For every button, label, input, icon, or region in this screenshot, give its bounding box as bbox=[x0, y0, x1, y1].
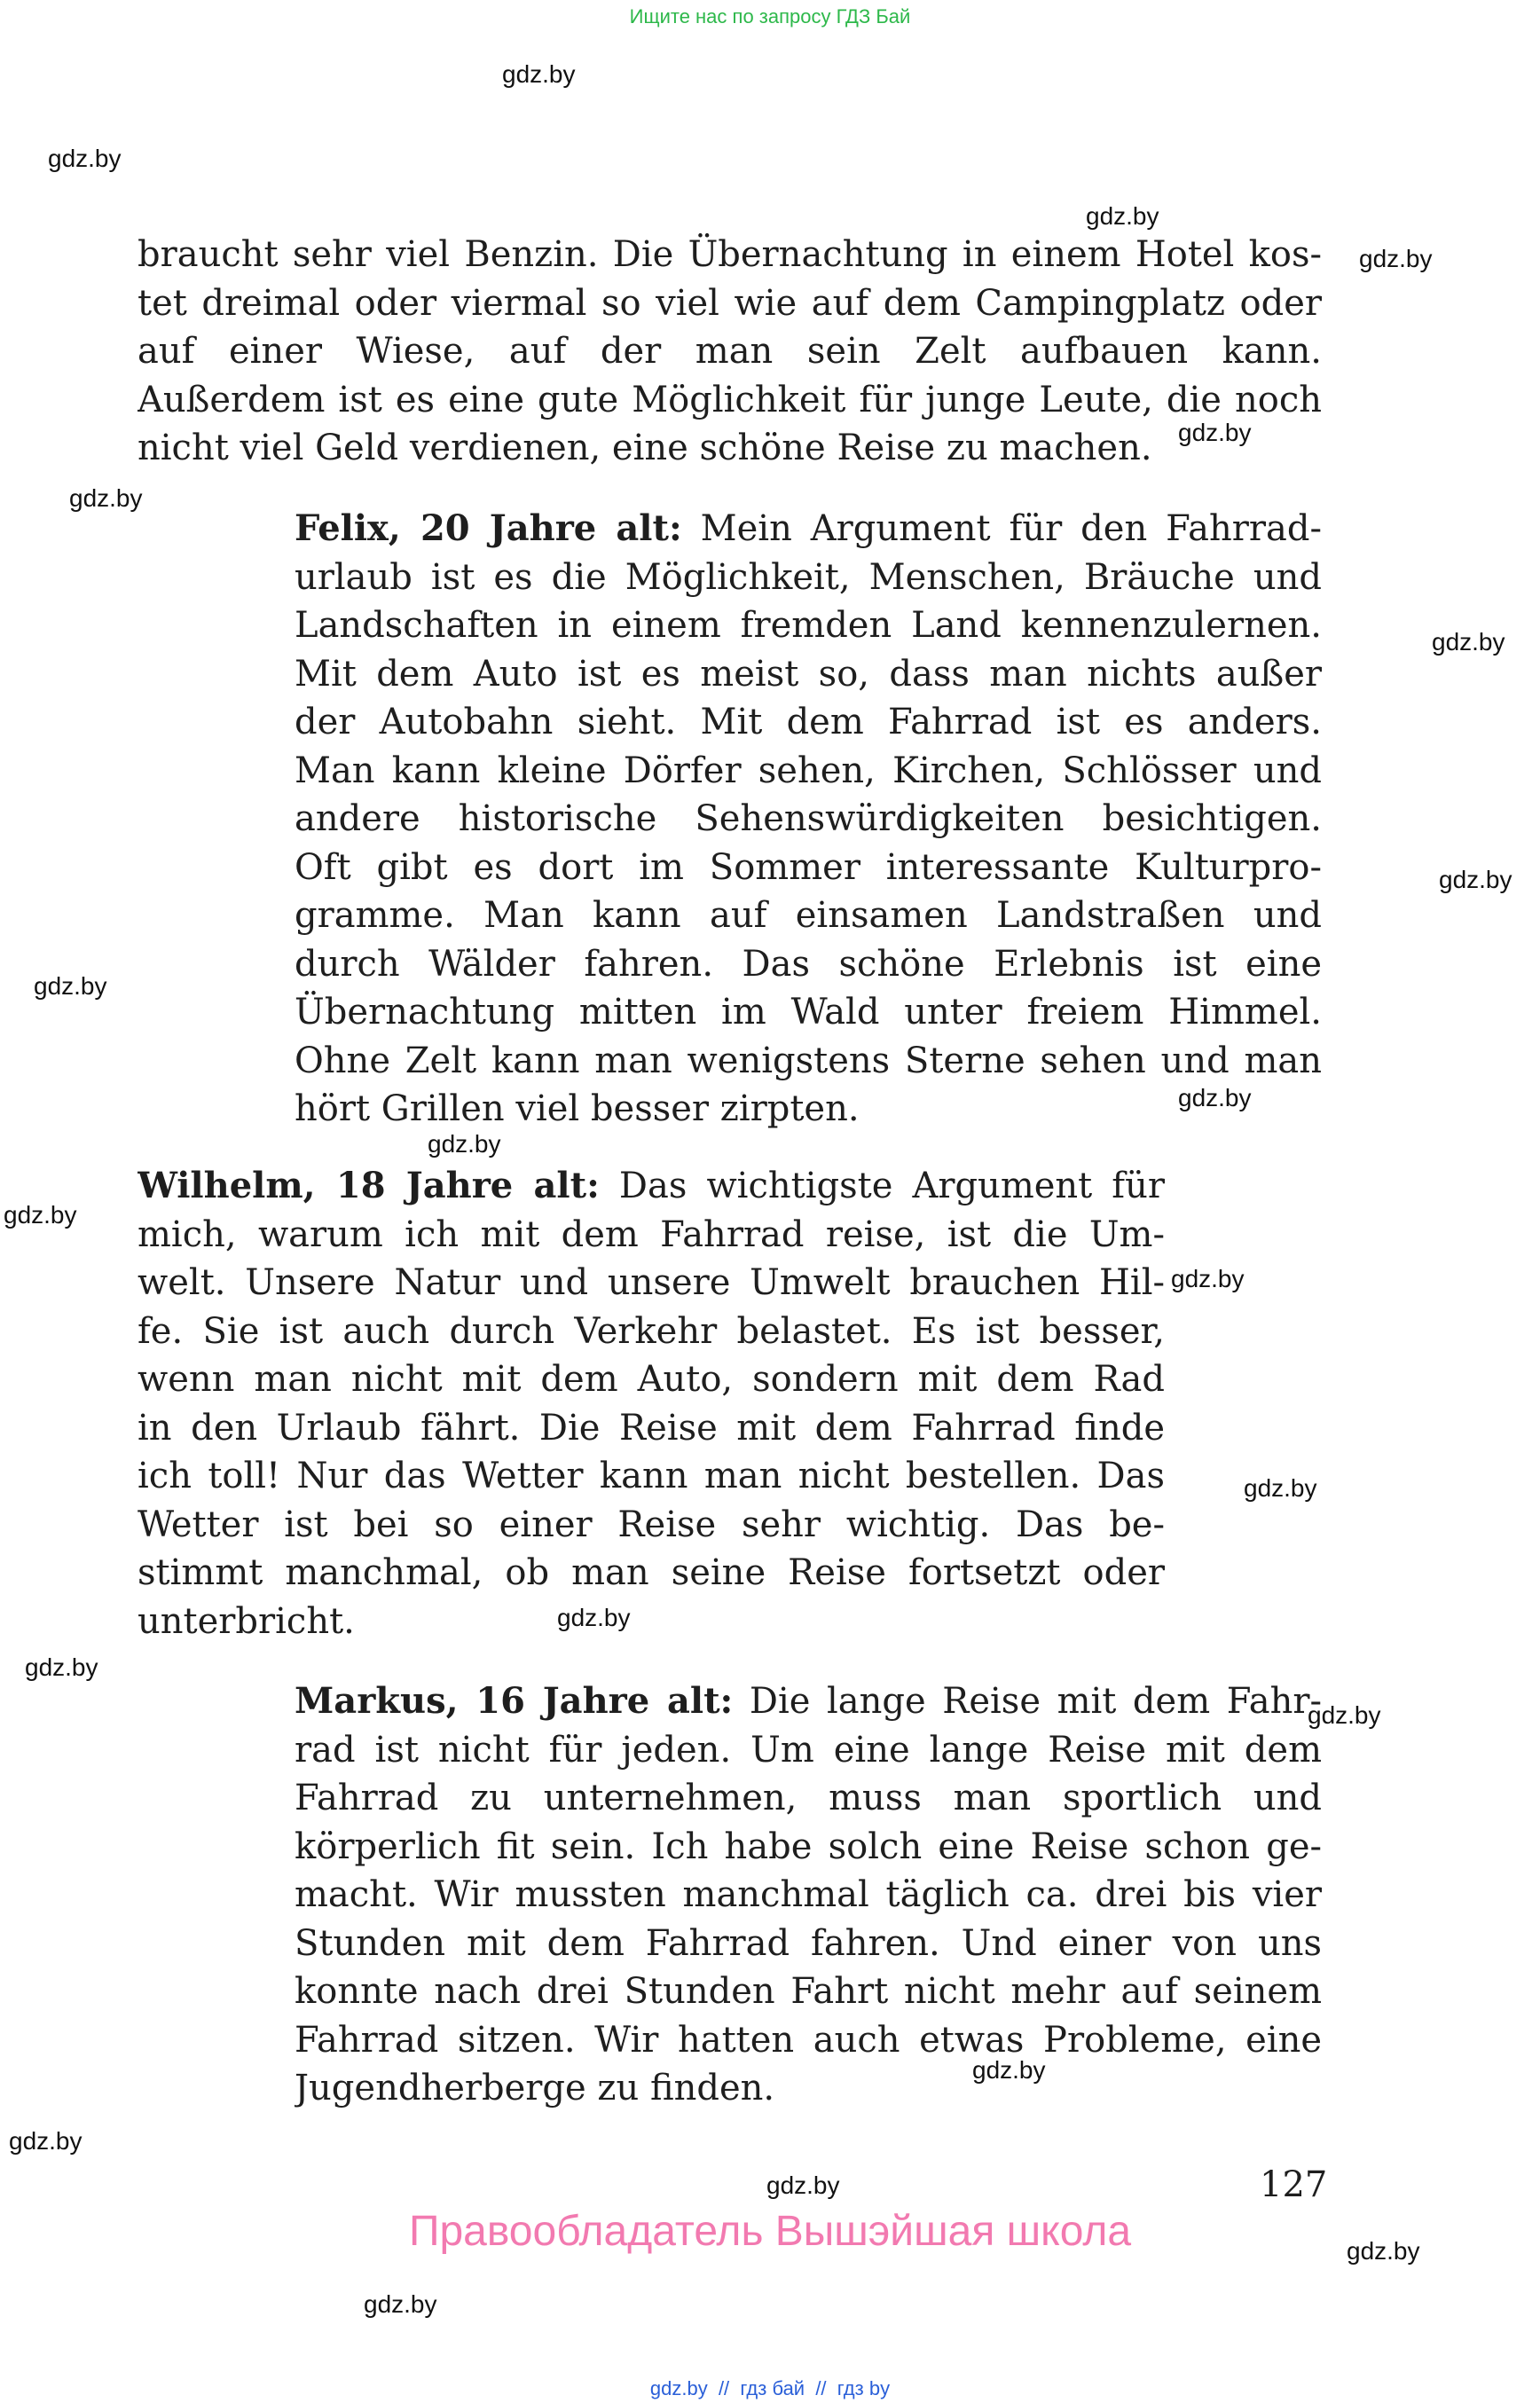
text-line: Oft gibt es dort im Sommer interessante Kulturpro- bbox=[295, 846, 1322, 888]
watermark: gdz.by bbox=[1086, 202, 1159, 230]
text-line: auf einer Wiese, auf der man sein Zelt aufbauen kann. bbox=[138, 331, 1322, 372]
watermark: gdz.by bbox=[25, 1653, 98, 1681]
text-line: stimmt manchmal, ob man seine Reise fortsetzt oder bbox=[138, 1552, 1165, 1593]
rights-notice: Правообладатель Вышэйшая школа bbox=[408, 2208, 1132, 2255]
watermark: gdz.by bbox=[34, 972, 107, 1000]
text-line: welt. Unsere Natur und unsere Umwelt brauchen Hil- bbox=[138, 1262, 1165, 1303]
watermark: gdz.by bbox=[1171, 1265, 1245, 1292]
text-line: konnte nach drei Stunden Fahrt nicht mehr auf seinem bbox=[295, 1971, 1322, 2012]
text-line: fe. Sie ist auch durch Verkehr belastet. Es ist besser, bbox=[138, 1310, 1165, 1352]
text-line: Ohne Zelt kann man wenigstens Sterne sehen und man bbox=[295, 1040, 1322, 1081]
watermark: gdz.by bbox=[1359, 245, 1433, 272]
text-line: Felix, 20 Jahre alt: Mein Argument für den Fahrrad- bbox=[295, 507, 1322, 549]
text-line: andere historische Sehenswürdigkeiten besichtigen. bbox=[295, 798, 1322, 839]
markus-paragraph bbox=[295, 1677, 1322, 2113]
watermark: gdz.by bbox=[1347, 2237, 1420, 2265]
watermark: gdz.by bbox=[766, 2171, 840, 2199]
felix-paragraph bbox=[295, 505, 1322, 1134]
text-line: Fahrrad zu unternehmen, muss man sportlich und bbox=[295, 1778, 1322, 1818]
text-line: Außerdem ist es eine gute Möglichkeit für junge Leute, die noch bbox=[138, 379, 1322, 420]
text-line: braucht sehr viel Benzin. Die Übernachtung in einem Hotel kos- bbox=[138, 234, 1322, 275]
text-line: wenn man nicht mit dem Auto, sondern mit dem Rad bbox=[138, 1359, 1165, 1400]
watermark: gdz.by bbox=[364, 2290, 437, 2318]
text-line: tet dreimal oder viermal so viel wie auf dem Campingplatz oder bbox=[138, 282, 1322, 324]
footer-links[interactable]: gdz.by // гдз бай // гдз by bbox=[649, 2377, 891, 2399]
text-line: urlaub ist es die Möglichkeit, Menschen, Bräuche und bbox=[295, 556, 1322, 598]
speaker-name: Felix, 20 Jahre alt: bbox=[295, 507, 682, 549]
text-line: unterbricht. bbox=[138, 1600, 355, 1642]
text-line: Fahrrad sitzen. Wir hatten auch etwas Probleme, eine bbox=[295, 2019, 1322, 2061]
watermark: gdz.by bbox=[1432, 628, 1505, 656]
text-line: körperlich fit sein. Ich habe solch eine Reise schon ge- bbox=[295, 1826, 1322, 1867]
watermark: gdz.by bbox=[4, 1201, 77, 1229]
speaker-name: Markus, 16 Jahre alt: bbox=[295, 1680, 734, 1722]
text-line: nicht viel Geld verdienen, eine schöne Reise zu machen. bbox=[138, 428, 1152, 468]
text-line: Landschaften in einem fremden Land kennenzulernen. bbox=[295, 605, 1322, 646]
watermark: gdz.by bbox=[9, 2127, 82, 2155]
watermark: gdz.by bbox=[557, 1604, 631, 1631]
text-line: Wilhelm, 18 Jahre alt: Das wichtigste Argument für bbox=[138, 1165, 1165, 1206]
text-line: mich, warum ich mit dem Fahrrad reise, ist die Um- bbox=[138, 1213, 1165, 1255]
speaker-name: Wilhelm, 18 Jahre alt: bbox=[138, 1165, 600, 1206]
text-line: Markus, 16 Jahre alt: Die lange Reise mit dem Fahr- bbox=[295, 1680, 1322, 1722]
text-line: Wetter ist bei so einer Reise sehr wichtig. Das be- bbox=[138, 1504, 1165, 1545]
watermark: gdz.by bbox=[428, 1130, 501, 1158]
top-banner[interactable]: Ищите нас по запросу ГДЗ Бай bbox=[629, 5, 911, 27]
watermark: gdz.by bbox=[1178, 1084, 1252, 1111]
text-line: gramme. Man kann auf einsamen Landstraßen und bbox=[295, 895, 1322, 936]
text-line: Jugendherberge zu finden. bbox=[295, 2068, 775, 2109]
watermark: gdz.by bbox=[69, 484, 143, 512]
text-line: hört Grillen viel besser zirpten. bbox=[295, 1088, 860, 1129]
watermark: gdz.by bbox=[48, 145, 122, 172]
text-line: durch Wälder fahren. Das schöne Erlebnis ist eine bbox=[295, 943, 1322, 985]
text-line: Mit dem Auto ist es meist so, dass man nichts außer bbox=[295, 653, 1322, 695]
text-line: in den Urlaub fährt. Die Reise mit dem Fahrrad finde bbox=[138, 1407, 1165, 1449]
text-line: der Autobahn sieht. Mit dem Fahrrad ist es anders. bbox=[295, 702, 1322, 742]
watermark: gdz.by bbox=[1308, 1701, 1381, 1729]
page-number: 127 bbox=[1260, 2164, 1328, 2205]
text-line: ich toll! Nur das Wetter kann man nicht bestellen. Das bbox=[138, 1456, 1165, 1496]
wilhelm-paragraph bbox=[138, 1162, 1165, 1645]
text-line: Stunden mit dem Fahrrad fahren. Und einer von uns bbox=[295, 1922, 1322, 1964]
watermark: gdz.by bbox=[1244, 1474, 1317, 1502]
watermark: gdz.by bbox=[1178, 419, 1252, 446]
watermark: gdz.by bbox=[1439, 866, 1512, 893]
intro-paragraph bbox=[138, 231, 1322, 473]
text-line: Man kann kleine Dörfer sehen, Kirchen, Schlösser und bbox=[295, 750, 1322, 791]
text-line: macht. Wir mussten manchmal täglich ca. drei bis vier bbox=[295, 1874, 1322, 1915]
text-line: Übernachtung mitten im Wald unter freiem Himmel. bbox=[295, 992, 1322, 1033]
watermark: gdz.by bbox=[972, 2056, 1046, 2084]
watermark: gdz.by bbox=[502, 60, 576, 88]
text-line: rad ist nicht für jeden. Um eine lange Reise mit dem bbox=[295, 1729, 1322, 1771]
